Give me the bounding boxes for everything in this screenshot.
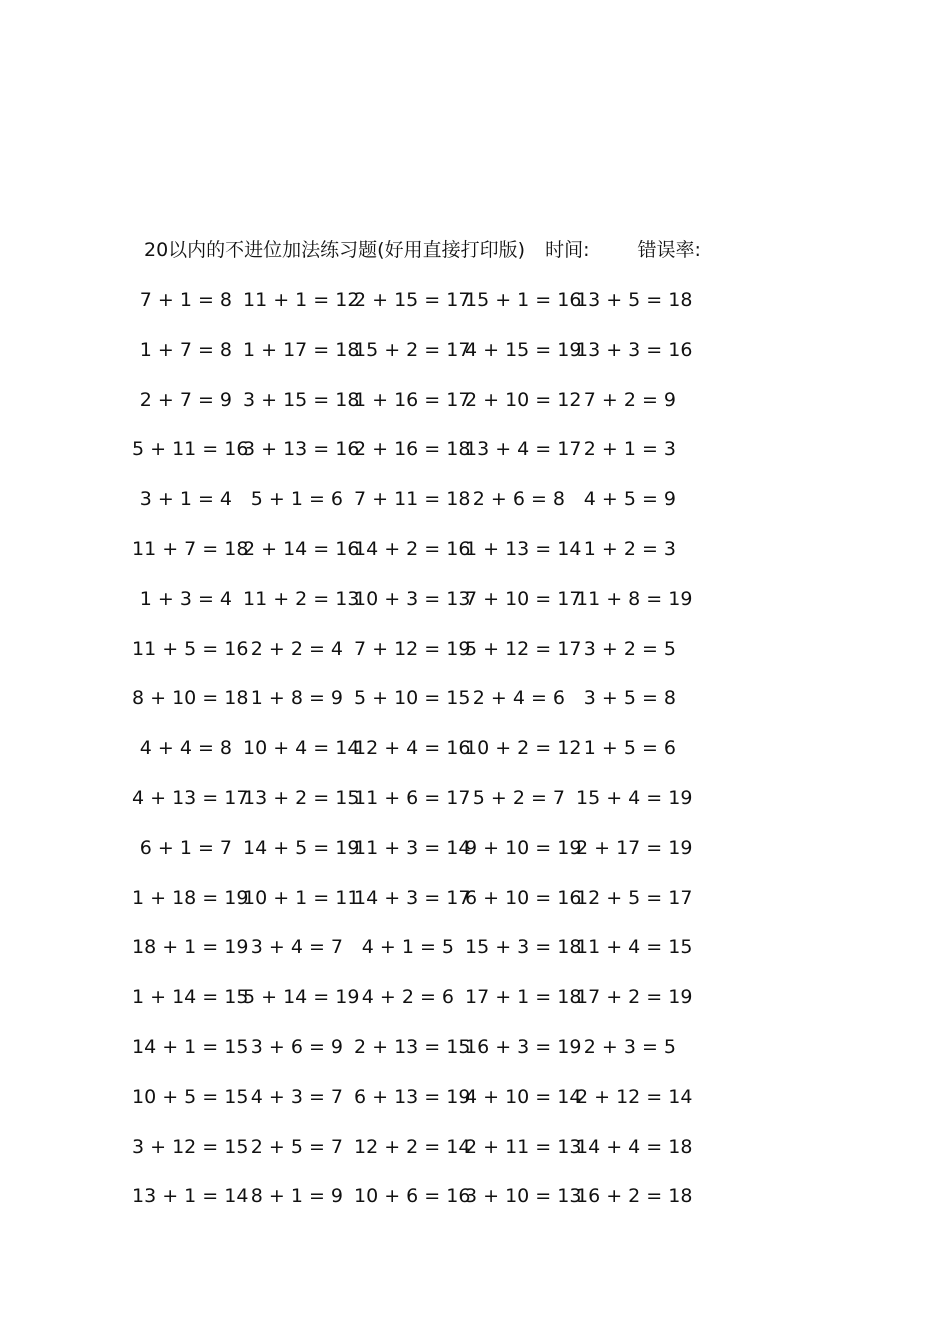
problem-cell: 1 + 3 = 4 (139, 587, 232, 610)
problem-row (0, 783, 950, 813)
problem-cell: 3 + 2 = 5 (583, 637, 676, 660)
problem-cell: 7 + 11 = 18 (354, 488, 471, 511)
problem-cell: 2 + 15 = 17 (354, 289, 471, 311)
problem-cell: 13 + 4 = 17 (465, 438, 582, 461)
problem-cell: 3 + 12 = 15 (132, 1135, 249, 1158)
problem-cell: 2 + 7 = 9 (139, 388, 232, 411)
problem-cell: 13 + 1 = 14 (132, 1185, 249, 1208)
problem-cell: 13 + 5 = 18 (576, 289, 693, 311)
problem-cell: 14 + 4 = 18 (576, 1135, 693, 1158)
problem-cell: 2 + 3 = 5 (583, 1036, 676, 1058)
problem-cell: 14 + 5 = 19 (243, 836, 360, 859)
problem-cell: 10 + 2 = 12 (465, 737, 582, 760)
problem-cell: 5 + 10 = 15 (354, 687, 471, 710)
problem-cell: 2 + 14 = 16 (243, 538, 360, 560)
problem-cell: 2 + 4 = 6 (472, 687, 565, 710)
problem-cell: 4 + 15 = 19 (465, 338, 582, 361)
problem-cell: 6 + 1 = 7 (139, 836, 232, 859)
problem-cell: 2 + 1 = 3 (583, 438, 676, 461)
problem-row (0, 1181, 950, 1211)
problem-cell: 1 + 18 = 19 (132, 886, 249, 909)
problem-cell: 2 + 2 = 4 (250, 637, 343, 660)
problem-cell: 4 + 5 = 9 (583, 488, 676, 511)
problem-cell: 16 + 3 = 19 (465, 1036, 582, 1058)
problem-row (0, 634, 950, 664)
problem-cell: 8 + 10 = 18 (132, 687, 249, 710)
problem-cell: 6 + 13 = 19 (354, 1085, 471, 1108)
problem-cell: 6 + 10 = 16 (465, 886, 582, 909)
problem-cell: 7 + 1 = 8 (139, 289, 232, 311)
problem-cell: 1 + 5 = 6 (583, 737, 676, 760)
problem-cell: 4 + 4 = 8 (139, 737, 232, 760)
problem-cell: 7 + 12 = 19 (354, 637, 471, 660)
problem-row (0, 385, 950, 415)
problem-cell: 5 + 11 = 16 (132, 438, 249, 461)
problem-cell: 4 + 3 = 7 (250, 1085, 343, 1108)
problem-cell: 10 + 3 = 13 (354, 587, 471, 610)
problem-cell: 3 + 10 = 13 (465, 1185, 582, 1208)
problem-cell: 2 + 11 = 13 (465, 1135, 582, 1158)
problem-cell: 13 + 3 = 16 (576, 338, 693, 361)
problem-cell: 2 + 6 = 8 (472, 488, 565, 511)
problem-cell: 11 + 5 = 16 (132, 637, 249, 660)
problem-row (0, 434, 950, 464)
problem-row (0, 1032, 950, 1062)
problem-row (0, 1132, 950, 1162)
problem-cell: 15 + 4 = 19 (576, 787, 693, 809)
problem-cell: 1 + 16 = 17 (354, 388, 471, 411)
problem-cell: 15 + 3 = 18 (465, 936, 582, 959)
problem-cell: 8 + 1 = 9 (250, 1185, 343, 1208)
problem-cell: 11 + 4 = 15 (576, 936, 693, 959)
problem-cell: 2 + 10 = 12 (465, 388, 582, 411)
problem-cell: 14 + 2 = 16 (354, 538, 471, 560)
problem-cell: 1 + 17 = 18 (243, 338, 360, 361)
problem-cell: 7 + 2 = 9 (583, 388, 676, 411)
problem-cell: 12 + 4 = 16 (354, 737, 471, 760)
problem-cell: 2 + 13 = 15 (354, 1036, 471, 1058)
problem-row (0, 285, 950, 315)
problem-cell: 5 + 2 = 7 (472, 787, 565, 809)
problem-cell: 4 + 13 = 17 (132, 787, 249, 809)
problem-cell: 11 + 7 = 18 (132, 538, 249, 560)
problem-cell: 11 + 2 = 13 (243, 587, 360, 610)
problem-cell: 4 + 10 = 14 (465, 1085, 582, 1108)
problem-cell: 9 + 10 = 19 (465, 836, 582, 859)
problem-cell: 13 + 2 = 15 (243, 787, 360, 809)
problem-cell: 17 + 2 = 19 (576, 986, 693, 1009)
problem-cell: 11 + 3 = 14 (354, 836, 471, 859)
problem-cell: 2 + 17 = 19 (576, 836, 693, 859)
problem-cell: 15 + 1 = 16 (465, 289, 582, 311)
problem-cell: 16 + 2 = 18 (576, 1185, 693, 1208)
problem-cell: 12 + 5 = 17 (576, 886, 693, 909)
problem-cell: 14 + 3 = 17 (354, 886, 471, 909)
problem-cell: 3 + 1 = 4 (139, 488, 232, 511)
problem-cell: 10 + 5 = 15 (132, 1085, 249, 1108)
problem-row (0, 534, 950, 564)
problem-cell: 10 + 1 = 11 (243, 886, 360, 909)
problem-cell: 1 + 2 = 3 (583, 538, 676, 560)
problem-cell: 3 + 15 = 18 (243, 388, 360, 411)
problem-cell: 12 + 2 = 14 (354, 1135, 471, 1158)
problem-row (0, 883, 950, 913)
problem-row (0, 683, 950, 713)
problem-cell: 2 + 5 = 7 (250, 1135, 343, 1158)
problem-row (0, 484, 950, 514)
problem-cell: 1 + 7 = 8 (139, 338, 232, 361)
problem-cell: 14 + 1 = 15 (132, 1036, 249, 1058)
problem-cell: 5 + 1 = 6 (250, 488, 343, 511)
worksheet-title: 20以内的不进位加法练习题(好用直接打印版) (144, 239, 526, 261)
problem-row (0, 1082, 950, 1112)
problem-row (0, 982, 950, 1012)
problem-cell: 1 + 13 = 14 (465, 538, 582, 560)
problem-row (0, 932, 950, 962)
problem-cell: 3 + 13 = 16 (243, 438, 360, 461)
problem-cell: 10 + 6 = 16 (354, 1185, 471, 1208)
problem-cell: 3 + 4 = 7 (250, 936, 343, 959)
problem-row (0, 335, 950, 365)
problem-cell: 5 + 14 = 19 (243, 986, 360, 1009)
problem-cell: 18 + 1 = 19 (132, 936, 249, 959)
problem-cell: 3 + 6 = 9 (250, 1036, 343, 1058)
problem-cell: 4 + 1 = 5 (361, 936, 454, 959)
problem-cell: 2 + 16 = 18 (354, 438, 471, 461)
problem-cell: 7 + 10 = 17 (465, 587, 582, 610)
problem-cell: 10 + 4 = 14 (243, 737, 360, 760)
problem-cell: 2 + 12 = 14 (576, 1085, 693, 1108)
problem-cell: 1 + 8 = 9 (250, 687, 343, 710)
error-rate-label: 错误率: (637, 239, 701, 261)
problem-cell: 1 + 14 = 15 (132, 986, 249, 1009)
problem-row (0, 733, 950, 763)
problem-cell: 11 + 8 = 19 (576, 587, 693, 610)
problem-cell: 17 + 1 = 18 (465, 986, 582, 1009)
problem-cell: 11 + 1 = 12 (243, 289, 360, 311)
problem-cell: 11 + 6 = 17 (354, 787, 471, 809)
problem-cell: 5 + 12 = 17 (465, 637, 582, 660)
problem-row (0, 833, 950, 863)
problem-cell: 3 + 5 = 8 (583, 687, 676, 710)
problem-cell: 4 + 2 = 6 (361, 986, 454, 1009)
time-label: 时间: (545, 239, 590, 261)
problem-cell: 15 + 2 = 17 (354, 338, 471, 361)
problem-row (0, 584, 950, 614)
